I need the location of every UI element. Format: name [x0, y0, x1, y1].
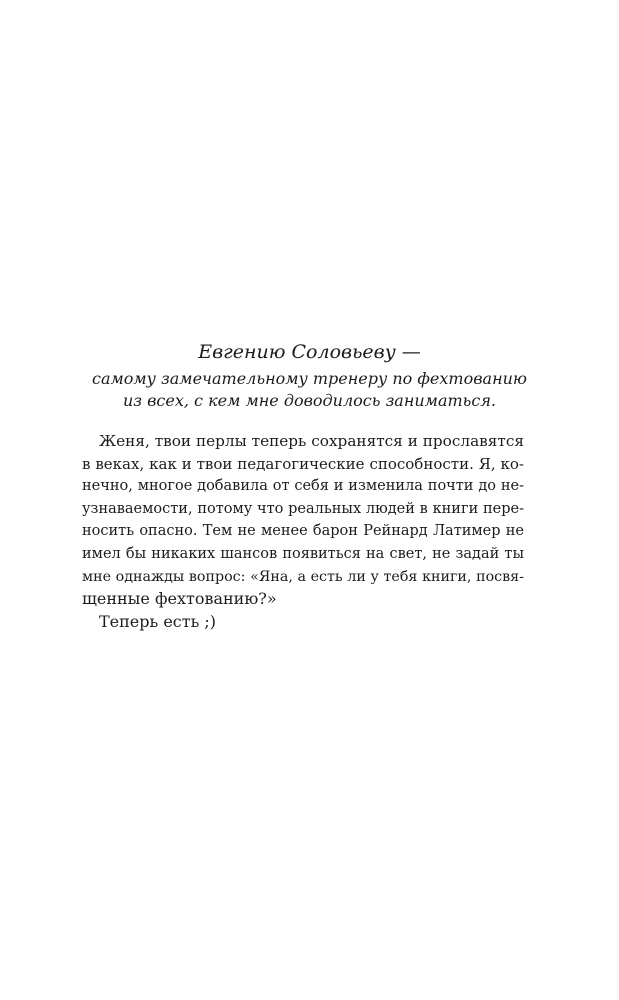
body-line: мне однажды вопрос: «Яна, а есть ли у тебя книги, посвя-	[82, 568, 524, 585]
body-line: в веках, как и твои педагогические способности. Я, ко-	[82, 454, 524, 473]
body-line: Теперь есть ;)	[99, 611, 217, 631]
dedication-title: Евгению Соловьеву —	[198, 341, 421, 363]
dedication-line-2: из всех, с кем мне доводилось заниматься.	[122, 391, 496, 410]
body-line: щенные фехтованию?»	[82, 589, 277, 609]
body-line: узнаваемости, потому что реальных людей в книги пере-	[82, 500, 524, 517]
body-line: имел бы никаких шансов появиться на свет, не задай ты	[82, 546, 524, 562]
dedication-line-1: самому замечательному тренеру по фехтованию	[92, 369, 527, 388]
body-line: нечно, многое добавила от себя и изменила почти до не-	[82, 478, 524, 495]
body-line: Женя, твои перлы теперь сохранятся и прославятся	[99, 432, 524, 450]
body-line: носить опасно. Тем не менее барон Рейнард Латимер не	[82, 523, 524, 540]
